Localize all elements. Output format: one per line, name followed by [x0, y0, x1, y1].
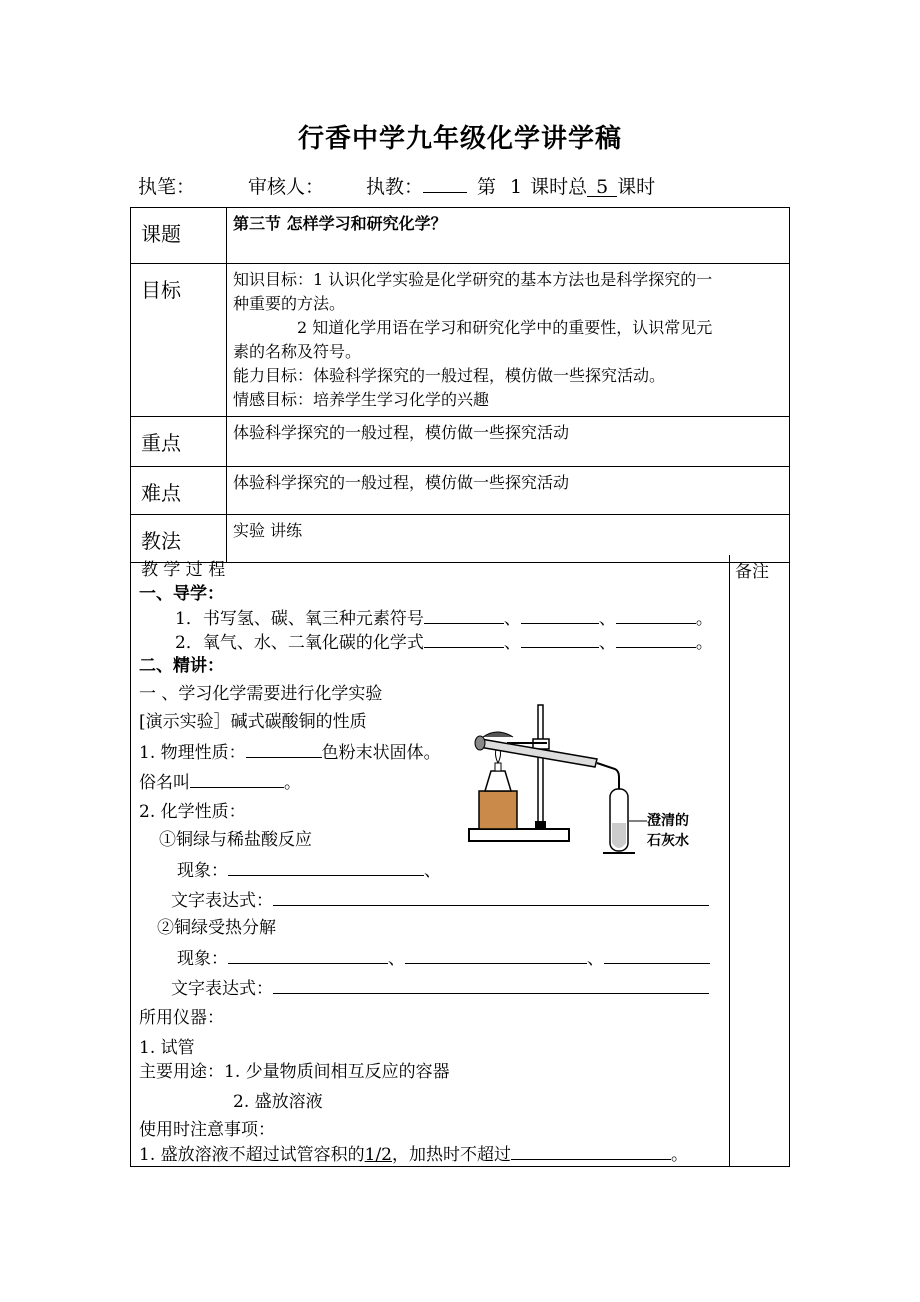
q1-blank-3[interactable] — [616, 607, 696, 624]
equation-1-blank[interactable] — [273, 889, 709, 906]
process-heading: 教 学 过 程 — [141, 560, 226, 580]
main-use: 主要用途：1. 少量物质间相互反应的容器 — [139, 1062, 450, 1082]
teacher-blank[interactable] — [423, 192, 467, 193]
common-name-blank[interactable] — [190, 771, 284, 788]
point-1: 一 、学习化学需要进行化学实验 — [139, 684, 383, 704]
row-label-method: 教法 — [131, 515, 227, 563]
question-1: 1．书写氢、碳、氧三种元素符号 、 、 。 — [175, 609, 713, 629]
process-section — [130, 555, 790, 1167]
phenomenon-2-blank-1[interactable] — [228, 947, 388, 964]
topic-content: 第三节 怎样学习和研究化学？ — [227, 208, 790, 264]
common-name: 俗名叫 。 — [139, 773, 301, 793]
header-meta — [138, 172, 655, 199]
phenomenon-1: 现象： 、 — [177, 861, 441, 881]
row-label-goals: 目标 — [131, 264, 227, 417]
lesson-mid: 课时总 — [530, 176, 588, 198]
teacher-label: 执教： — [366, 176, 424, 198]
figure-label-2: 石灰水 — [647, 833, 689, 849]
color-blank[interactable] — [246, 741, 322, 758]
row-label-difficulty: 难点 — [131, 467, 227, 515]
section-lecture: 二、精讲： — [139, 656, 224, 676]
equation-1: 文字表达式： — [171, 889, 709, 912]
section-guide: 一、导学： — [139, 584, 224, 604]
q2-blank-2[interactable] — [521, 631, 599, 648]
total-lessons: 5 — [587, 178, 617, 197]
reviewer-label: 审核人： — [248, 176, 325, 198]
info-table — [130, 207, 790, 563]
difficulty-content: 体验科学探究的一般过程，模仿做一些探究活动 — [227, 467, 790, 515]
chemical-property: 2. 化学性质： — [139, 802, 246, 822]
key-content: 体验科学探究的一般过程，模仿做一些探究活动 — [227, 417, 790, 467]
q2-blank-1[interactable] — [424, 631, 504, 648]
lesson-prefix: 第 — [477, 176, 497, 198]
precaution-1: 1. 盛放溶液不超过试管容积的1/2，加热时不超过 。 — [139, 1145, 688, 1165]
physical-property: 1. 物理性质： 色粉末状固体。 — [139, 743, 441, 763]
equation-2: 文字表达式： — [171, 977, 709, 1000]
q1-blank-2[interactable] — [521, 607, 599, 624]
page-title: 行香中学九年级化学讲学稿 — [297, 124, 622, 154]
reaction-2: ②铜绿受热分解 — [157, 918, 276, 938]
phenomenon-1-blank[interactable] — [228, 859, 424, 876]
method-content: 实验 讲练 — [227, 515, 790, 563]
notes-label: 备注 — [735, 562, 769, 582]
goals-content: 知识目标：1 认识化学实验是化学研究的基本方法也是科学探究的一 种重要的方法。 2 知道化学用语在学习和研究化学中的重要性，认识常见元 素的名称及符号。 能力目标：体验科学探究的一般过程，模仿做一些探究活动。 情感目标：培养学生学习化学的兴趣 — [227, 264, 790, 417]
question-2: 2．氧气、水、二氧化碳的化学式 、 、 。 — [175, 633, 713, 653]
demo-experiment: [演示实验］碱式碳酸铜的性质 — [139, 712, 367, 732]
lesson-suffix: 课时 — [617, 176, 656, 198]
main-use-2: 2. 盛放溶液 — [233, 1092, 323, 1112]
precaution-blank[interactable] — [511, 1143, 671, 1160]
q2-blank-3[interactable] — [616, 631, 696, 648]
instruments: 所用仪器： — [139, 1008, 224, 1028]
equation-2-blank[interactable] — [273, 977, 709, 994]
figure-label-1: 澄清的 — [647, 813, 689, 829]
phenomenon-2: 现象： 、 、 — [177, 947, 710, 970]
q1-blank-1[interactable] — [424, 607, 504, 624]
notes-divider — [729, 555, 730, 1166]
lesson-num: 1 — [510, 176, 523, 198]
author-label: 执笔： — [138, 176, 196, 198]
apparatus-figure — [467, 703, 717, 863]
phenomenon-2-blank-3[interactable] — [604, 947, 710, 964]
precautions: 使用时注意事项： — [139, 1120, 275, 1140]
test-tube: 1. 试管 — [139, 1038, 195, 1058]
row-label-key: 重点 — [131, 417, 227, 467]
reaction-1: ①铜绿与稀盐酸反应 — [159, 830, 312, 850]
row-label-topic: 课题 — [131, 208, 227, 264]
phenomenon-2-blank-2[interactable] — [405, 947, 587, 964]
